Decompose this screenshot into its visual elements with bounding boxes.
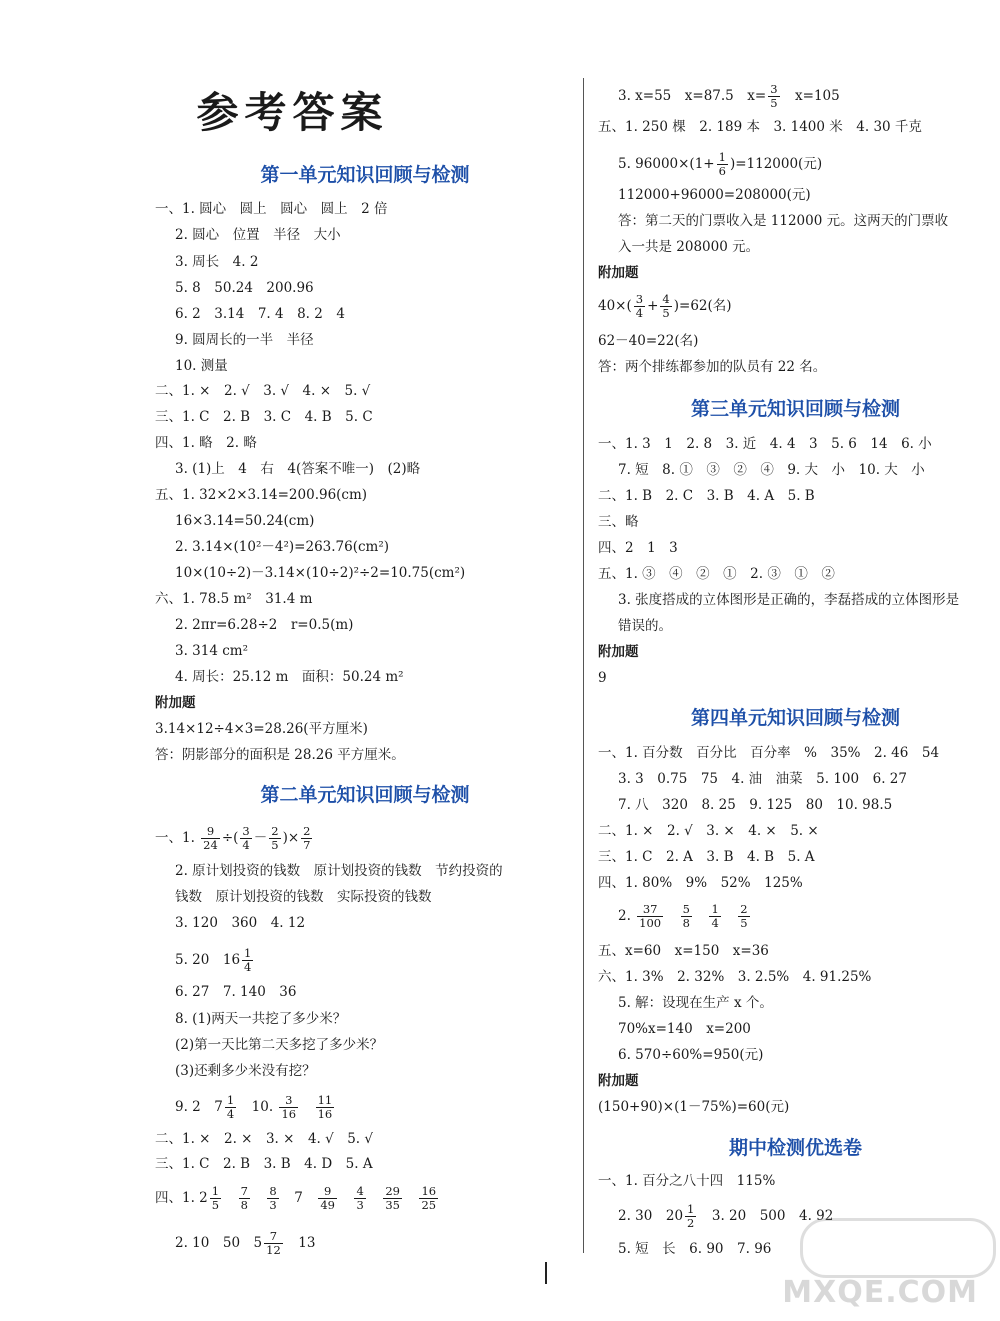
fraction-numerator: 9 bbox=[201, 825, 220, 839]
fraction bbox=[301, 825, 312, 852]
answer-text: 5. 8 50.24 200.96 bbox=[175, 280, 314, 296]
answer-text: 五、1. ③ ④ ② ① 2. ③ ① ② bbox=[598, 566, 835, 582]
answer-text: 10. bbox=[238, 1099, 278, 1115]
answer-text: 五、1. 32×2×3.14=200.96(cm) bbox=[155, 487, 368, 503]
answer-text: 六、1. 3% 2. 32% 3. 2.5% 4. 91.25% bbox=[598, 969, 872, 985]
answer-text: － bbox=[253, 830, 268, 846]
answer-line bbox=[175, 331, 314, 349]
fraction-numerator: 5 bbox=[682, 902, 690, 916]
fraction-numerator: 3 bbox=[770, 82, 778, 96]
section-title: 期中检测优选卷 bbox=[728, 1137, 862, 1159]
answer-text: 7 bbox=[280, 1190, 317, 1206]
answer-line bbox=[618, 994, 773, 1012]
answer-line bbox=[155, 486, 367, 504]
answer-text: 3. 3 0.75 75 4. 油 油菜 5. 100 6. 27 bbox=[618, 771, 907, 787]
section-title: 第三单元知识回顾与检测 bbox=[690, 398, 900, 420]
answer-text: 3.14×12÷4×3=28.26(平方厘米) bbox=[155, 721, 368, 737]
answer-line bbox=[175, 305, 345, 323]
answer-text: 2. 原计划投资的钱数 原计划投资的钱数 节约投资的 bbox=[175, 863, 503, 879]
answer-text: 40×( bbox=[598, 298, 632, 314]
answer-line bbox=[598, 643, 639, 661]
answer-text: 10×(10÷2)－3.14×(10÷2)²÷2=10.75(cm²) bbox=[175, 565, 466, 581]
answer-text: 3. 120 360 4. 12 bbox=[175, 915, 306, 931]
fraction-denominator: 2 bbox=[687, 1216, 695, 1230]
answer-text: 16×3.14=50.24(cm) bbox=[175, 513, 315, 529]
answer-text: 二、1. × 2. √ 3. × 4. × 5. × bbox=[598, 823, 819, 839]
fraction-denominator: 7 bbox=[303, 838, 311, 852]
answer-line bbox=[598, 358, 826, 376]
answer-line bbox=[175, 668, 404, 686]
answer-text: x=105 bbox=[781, 88, 840, 104]
answer-line bbox=[618, 212, 948, 230]
answer-text: (150+90)×(1－75%)=60(元) bbox=[598, 1099, 790, 1115]
answer-line bbox=[598, 539, 678, 557]
answer-text: 3. 张度搭成的立体图形是正确的，李磊搭成的立体图形是 bbox=[618, 592, 960, 608]
answer-line bbox=[175, 460, 420, 478]
answer-line bbox=[175, 1094, 336, 1121]
answer-text: 6. 570÷60%=950(元) bbox=[618, 1047, 764, 1063]
answer-text: (2)第一天比第二天多挖了多少米？ bbox=[175, 1037, 384, 1053]
answer-text: 二、1. × 2. √ 3. √ 4. × 5. √ bbox=[155, 383, 371, 399]
answer-text: 六、1. 78.5 m² 31.4 m bbox=[155, 591, 313, 607]
fraction bbox=[316, 1094, 335, 1121]
answer-text bbox=[252, 1190, 266, 1206]
fraction-numerator: 4 bbox=[356, 1184, 364, 1198]
answer-text: 三、1. C 2. A 3. B 4. B 5. A bbox=[598, 849, 815, 865]
answer-line bbox=[598, 942, 769, 960]
answer-text: 答：第二天的门票收入是 112000 元。这两天的门票收 bbox=[618, 213, 949, 229]
answer-text: + bbox=[647, 298, 659, 314]
answer-text: 9. 圆周长的一半 半径 bbox=[175, 332, 314, 348]
answer-text: 2. bbox=[618, 908, 636, 924]
answer-text: 三、1. C 2. B 3. B 4. D 5. A bbox=[155, 1156, 373, 1172]
answer-text: 2. 30 20 bbox=[618, 1208, 684, 1224]
page-title: 参考答案 bbox=[196, 88, 389, 137]
answer-line bbox=[175, 253, 258, 271]
answer-line bbox=[175, 1010, 346, 1028]
column-divider bbox=[583, 78, 584, 1253]
answer-line bbox=[155, 746, 405, 764]
fraction-denominator: 35 bbox=[385, 1198, 400, 1212]
answer-line bbox=[155, 720, 368, 738]
answer-text: 9 bbox=[598, 670, 607, 686]
fraction bbox=[660, 293, 671, 320]
fraction-numerator: 1 bbox=[244, 946, 252, 960]
answer-line bbox=[155, 408, 373, 426]
answer-text: 五、1. 250 棵 2. 189 本 3. 1400 米 4. 30 千克 bbox=[598, 119, 922, 135]
answer-text bbox=[368, 1190, 382, 1206]
answer-text: 3. x=55 x=87.5 x= bbox=[618, 88, 767, 104]
fraction-numerator: 1 bbox=[718, 150, 726, 164]
answer-line bbox=[598, 513, 639, 531]
answer-text: 2. 2πr=6.28÷2 r=0.5(m) bbox=[175, 617, 354, 633]
answer-text: 3. 20 500 4. 92 bbox=[698, 1208, 834, 1224]
answer-text: 一、1. 百分数 百分比 百分率 % 35% 2. 46 54 bbox=[598, 745, 940, 761]
fraction-denominator: 16 bbox=[281, 1107, 297, 1121]
answer-text: 2. 圆心 位置 半径 大小 bbox=[175, 227, 341, 243]
answer-text: )× bbox=[282, 830, 300, 846]
answer-line bbox=[618, 1240, 771, 1258]
fraction-numerator: 3 bbox=[279, 1094, 298, 1108]
fraction bbox=[738, 903, 749, 930]
fraction-denominator: 3 bbox=[269, 1198, 277, 1212]
answer-line bbox=[598, 118, 922, 136]
answer-line bbox=[175, 1230, 315, 1257]
answer-line bbox=[618, 186, 811, 204]
answer-line bbox=[155, 825, 314, 852]
fraction-numerator: 2 bbox=[740, 902, 748, 916]
answer-line bbox=[598, 1098, 789, 1116]
answer-text: 4. 周长：25.12 m 面积：50.24 m² bbox=[175, 669, 404, 685]
answer-text bbox=[339, 1190, 353, 1206]
answer-text: )=62(名) bbox=[673, 298, 732, 314]
answer-text: 3. 314 cm² bbox=[175, 643, 249, 659]
answer-line bbox=[175, 888, 432, 906]
answer-line bbox=[598, 874, 803, 892]
fraction-numerator: 1 bbox=[226, 1093, 235, 1107]
fraction bbox=[210, 1185, 221, 1212]
fraction-denominator: 100 bbox=[639, 916, 662, 930]
fraction-numerator: 16 bbox=[421, 1184, 437, 1198]
answer-text: 3. 周长 4. 2 bbox=[175, 254, 259, 270]
answer-line bbox=[598, 565, 835, 583]
fraction bbox=[419, 1185, 438, 1212]
fraction bbox=[709, 903, 720, 930]
fraction-denominator: 8 bbox=[682, 916, 690, 930]
answer-line bbox=[618, 770, 907, 788]
fraction-denominator: 49 bbox=[320, 1198, 335, 1212]
fraction bbox=[685, 1203, 696, 1230]
answer-text: 112000+96000=208000(元) bbox=[618, 187, 811, 203]
answer-text: 二、1. × 2. × 3. × 4. √ 5. √ bbox=[155, 1131, 373, 1147]
answer-text bbox=[723, 908, 737, 924]
answer-text bbox=[300, 1099, 314, 1115]
answer-line bbox=[175, 279, 314, 297]
answer-text: 70%x=140 x=200 bbox=[618, 1021, 751, 1037]
answer-line bbox=[175, 357, 228, 375]
fraction-denominator: 4 bbox=[711, 916, 719, 930]
answer-text: 四、1. 略 2. 略 bbox=[155, 435, 257, 451]
answer-line bbox=[598, 744, 939, 762]
fraction-numerator: 2 bbox=[271, 824, 279, 838]
answer-line bbox=[155, 694, 196, 712]
answer-line bbox=[175, 983, 296, 1001]
fraction bbox=[269, 825, 280, 852]
fraction bbox=[279, 1094, 298, 1121]
answer-text: 5. 短 长 6. 90 7. 96 bbox=[618, 1241, 772, 1257]
fraction-numerator: 11 bbox=[317, 1093, 333, 1107]
fraction-denominator: 3 bbox=[356, 1198, 364, 1212]
fraction bbox=[354, 1185, 365, 1212]
fraction-numerator: 2 bbox=[303, 824, 311, 838]
answer-line bbox=[155, 1130, 373, 1148]
fraction bbox=[637, 903, 663, 930]
answer-text: 62－40=22(名) bbox=[598, 333, 699, 349]
answer-line bbox=[618, 1020, 751, 1038]
fraction bbox=[383, 1185, 402, 1212]
answer-line bbox=[598, 293, 732, 320]
fraction bbox=[225, 1094, 236, 1121]
answer-text: 9. 2 7 bbox=[175, 1099, 223, 1115]
answer-line bbox=[618, 151, 822, 178]
fraction-numerator: 7 bbox=[240, 1184, 248, 1198]
section-title: 第四单元知识回顾与检测 bbox=[690, 707, 900, 729]
answer-text bbox=[694, 908, 708, 924]
answer-text: 附加题 bbox=[155, 695, 196, 711]
answer-line bbox=[598, 848, 815, 866]
answer-line bbox=[598, 1072, 639, 1090]
answer-line bbox=[175, 564, 465, 582]
answer-line bbox=[155, 590, 312, 608]
section-title: 第一单元知识回顾与检测 bbox=[260, 164, 470, 186]
answer-line bbox=[618, 238, 759, 256]
fraction-numerator: 3 bbox=[635, 292, 644, 306]
answer-text: 三、略 bbox=[598, 514, 639, 530]
answer-line bbox=[175, 914, 305, 932]
fraction-denominator: 4 bbox=[244, 960, 252, 974]
fraction-denominator: 5 bbox=[740, 916, 748, 930]
fraction-numerator: 29 bbox=[385, 1184, 400, 1198]
fraction-denominator: 5 bbox=[271, 838, 279, 852]
answer-text: 7. 短 8. ① ③ ② ④ 9. 大 小 10. 大 小 bbox=[618, 462, 925, 478]
answer-line bbox=[175, 1062, 316, 1080]
answer-text: 附加题 bbox=[598, 265, 639, 281]
fraction-denominator: 12 bbox=[266, 1243, 281, 1257]
answer-line bbox=[175, 616, 353, 634]
fraction-denominator: 24 bbox=[203, 838, 218, 852]
fraction-denominator: 4 bbox=[242, 838, 250, 852]
watermark-text: MXQE.COM bbox=[782, 1275, 978, 1310]
fraction-denominator: 5 bbox=[662, 306, 670, 320]
answer-text: 5. 96000×(1+ bbox=[618, 156, 715, 172]
fraction bbox=[717, 151, 728, 178]
answer-line bbox=[598, 332, 698, 350]
answer-line bbox=[598, 822, 819, 840]
fraction bbox=[240, 825, 251, 852]
fraction-denominator: 6 bbox=[718, 164, 726, 178]
answer-line bbox=[175, 862, 503, 880]
fraction-numerator: 37 bbox=[637, 903, 663, 917]
answer-line bbox=[618, 903, 752, 930]
fraction-numerator: 8 bbox=[269, 1184, 277, 1198]
fraction-denominator: 16 bbox=[317, 1107, 333, 1121]
answer-text: 3. (1)上 4 右 4(答案不唯一) (2)略 bbox=[175, 461, 421, 477]
answer-text bbox=[223, 1190, 237, 1206]
answer-line bbox=[618, 617, 672, 635]
fraction-numerator: 1 bbox=[211, 1184, 220, 1198]
fraction-denominator: 25 bbox=[421, 1198, 437, 1212]
answer-text: )=112000(元) bbox=[729, 156, 823, 172]
answer-text: 四、2 1 3 bbox=[598, 540, 678, 556]
answer-line bbox=[155, 1155, 373, 1173]
answer-text: 6. 2 3.14 7. 4 8. 2 4 bbox=[175, 306, 345, 322]
answer-text: 附加题 bbox=[598, 644, 639, 660]
answer-line bbox=[598, 669, 607, 687]
answer-line bbox=[155, 200, 388, 218]
answer-text: 6. 27 7. 140 36 bbox=[175, 984, 297, 1000]
fraction-denominator: 8 bbox=[240, 1198, 248, 1212]
answer-text bbox=[404, 1190, 418, 1206]
answer-text: 8. (1)两天一共挖了多少米？ bbox=[175, 1011, 347, 1027]
answer-text: 2. 3.14×(10²－4²)=263.76(cm²) bbox=[175, 539, 390, 555]
answer-line bbox=[175, 1036, 383, 1054]
answer-text: (3)还剩多少米没有挖？ bbox=[175, 1063, 316, 1079]
answer-line bbox=[598, 968, 871, 986]
answer-text: 一、1. bbox=[155, 830, 200, 846]
answer-text: 2. 10 50 5 bbox=[175, 1235, 263, 1251]
fraction-numerator: 4 bbox=[662, 292, 670, 306]
answer-line bbox=[598, 487, 815, 505]
answer-line bbox=[598, 435, 932, 453]
answer-text: 四、1. 80% 9% 52% 125% bbox=[598, 875, 803, 891]
fraction bbox=[267, 1185, 278, 1212]
fraction-numerator: 1 bbox=[711, 902, 719, 916]
answer-line bbox=[618, 461, 925, 479]
fraction bbox=[634, 293, 645, 320]
fraction-numerator: 3 bbox=[242, 824, 250, 838]
answer-text: 附加题 bbox=[598, 1073, 639, 1089]
answer-text: 三、1. C 2. B 3. C 4. B 5. C bbox=[155, 409, 373, 425]
answer-text: 五、x=60 x=150 x=36 bbox=[598, 943, 769, 959]
answer-text: ÷( bbox=[221, 830, 239, 846]
answer-text: 5. 解：设现在生产 x 个。 bbox=[618, 995, 773, 1011]
answer-text: 错误的。 bbox=[618, 618, 672, 634]
answer-text: 7. 八 320 8. 25 9. 125 80 10. 98.5 bbox=[618, 797, 893, 813]
fraction bbox=[242, 947, 253, 974]
fraction-denominator: 5 bbox=[211, 1198, 220, 1212]
fraction-numerator: 9 bbox=[318, 1185, 337, 1199]
answer-line bbox=[175, 538, 389, 556]
fraction bbox=[681, 903, 692, 930]
answer-line bbox=[618, 83, 840, 110]
fraction bbox=[264, 1230, 283, 1257]
answer-text: 钱数 原计划投资的钱数 实际投资的钱数 bbox=[175, 889, 432, 905]
fraction-denominator: 5 bbox=[770, 96, 778, 110]
answer-text: 入一共是 208000 元。 bbox=[618, 239, 760, 255]
answer-text: 答：两个排练都参加的队员有 22 名。 bbox=[598, 359, 827, 375]
fraction bbox=[768, 83, 779, 110]
answer-text: 10. 测量 bbox=[175, 358, 228, 374]
answer-line bbox=[155, 382, 370, 400]
answer-line bbox=[598, 1172, 775, 1190]
answer-line bbox=[175, 947, 255, 974]
answer-line bbox=[155, 434, 257, 452]
fraction-denominator: 4 bbox=[226, 1107, 235, 1121]
answer-text: 一、1. 百分之八十四 115% bbox=[598, 1173, 776, 1189]
answer-line bbox=[618, 796, 892, 814]
fraction-numerator: 7 bbox=[264, 1230, 283, 1244]
fraction bbox=[318, 1185, 337, 1212]
watermark bbox=[782, 1218, 990, 1318]
fraction bbox=[239, 1185, 250, 1212]
answer-text: 二、1. B 2. C 3. B 4. A 5. B bbox=[598, 488, 815, 504]
answer-text: 四、1. 2 bbox=[155, 1190, 208, 1206]
answer-line bbox=[618, 1046, 763, 1064]
watermark-logo bbox=[800, 1218, 996, 1278]
answer-line bbox=[175, 642, 248, 660]
answer-line bbox=[155, 1185, 440, 1212]
fraction bbox=[201, 825, 220, 852]
answer-line bbox=[618, 591, 959, 609]
answer-text: 答：阴影部分的面积是 28.26 平方厘米。 bbox=[155, 747, 405, 763]
answer-line bbox=[175, 512, 314, 530]
page-mark bbox=[545, 1262, 547, 1284]
answer-text: 5. 20 16 bbox=[175, 952, 241, 968]
fraction-denominator: 4 bbox=[635, 306, 644, 320]
answer-line bbox=[598, 264, 639, 282]
answer-text: 一、1. 圆心 圆上 圆心 圆上 2 倍 bbox=[155, 201, 388, 217]
section-title: 第二单元知识回顾与检测 bbox=[260, 784, 470, 806]
answer-line bbox=[175, 226, 341, 244]
answer-text bbox=[665, 908, 679, 924]
fraction-numerator: 1 bbox=[687, 1202, 695, 1216]
answer-text: 一、1. 3 1 2. 8 3. 近 4. 4 3 5. 6 14 6. 小 bbox=[598, 436, 932, 452]
answer-text: 13 bbox=[284, 1235, 316, 1251]
